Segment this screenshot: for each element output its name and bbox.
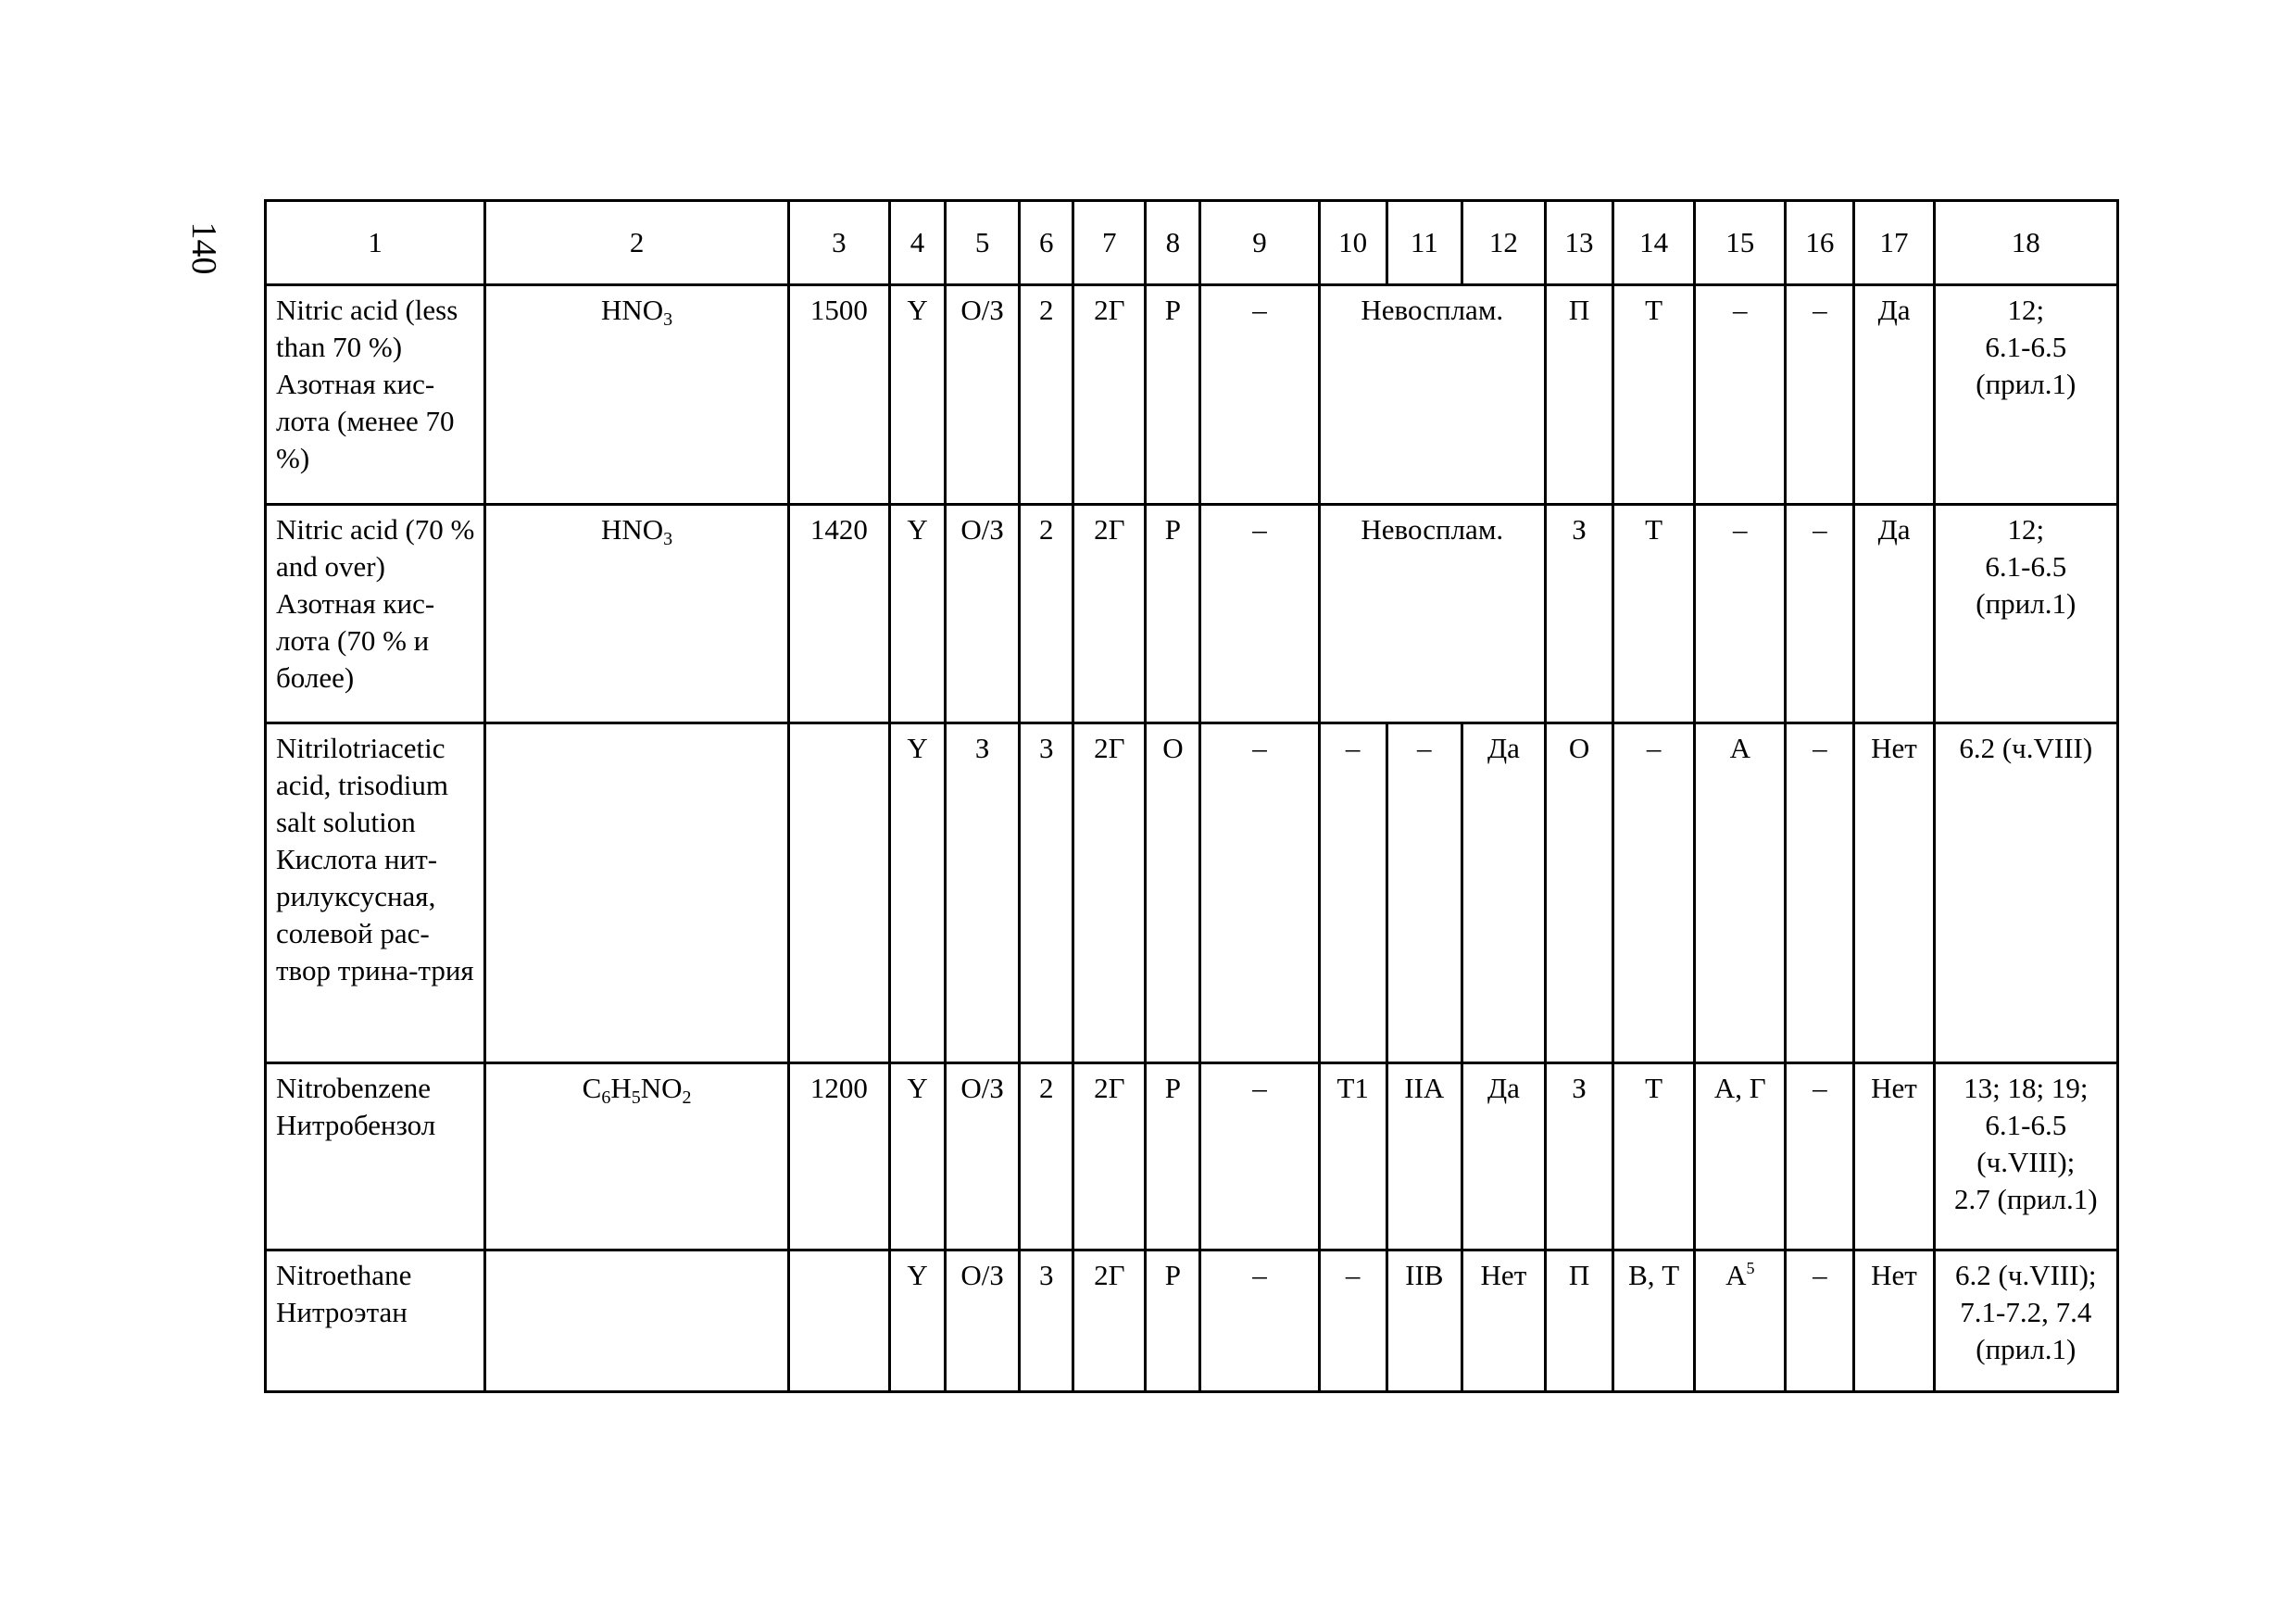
cell-c18: 12; 6.1-6.5 (прил.1) (1934, 505, 2117, 723)
cell-c6: 2 (1020, 285, 1073, 505)
cell-c10: T1 (1319, 1063, 1386, 1250)
cell-c3: 1200 (788, 1063, 889, 1250)
cell-c14: Т (1613, 285, 1695, 505)
cell-c10: – (1319, 723, 1386, 1063)
table-row (266, 723, 2118, 1063)
header-cell: 11 (1386, 201, 1462, 285)
formula-part: HNO (601, 294, 664, 326)
product-name-cell (266, 723, 485, 1063)
header-cell: 7 (1073, 201, 1146, 285)
cell-c15-value: – (1733, 294, 1748, 326)
formula-part: C (582, 1072, 602, 1104)
cell-c14: Т (1613, 1063, 1695, 1250)
cell-c9: – (1200, 1063, 1319, 1250)
cell-c5: О/З (946, 285, 1020, 505)
cell-c4: Y (889, 1063, 945, 1250)
table-row (266, 1250, 2118, 1392)
header-cell: 4 (889, 201, 945, 285)
formula-part: H (610, 1072, 632, 1104)
product-name-cell (266, 505, 485, 723)
cell-c9: – (1200, 1250, 1319, 1392)
cell-c15-value: А, Г (1713, 1072, 1766, 1104)
cell-c13: З (1545, 1063, 1612, 1250)
header-cell: 10 (1319, 201, 1386, 285)
cell-c17: Нет (1854, 723, 1934, 1063)
header-cell: 6 (1020, 201, 1073, 285)
product-name-cell (266, 285, 485, 505)
formula-subscript: 3 (663, 309, 673, 330)
cell-c16: – (1786, 505, 1854, 723)
cell-c8: Р (1146, 505, 1200, 723)
cell-c15-value: А (1725, 1259, 1747, 1291)
product-name-ru: Азотная кис-лота (70 % и более) (276, 587, 435, 694)
cell-c15 (1695, 285, 1786, 505)
cell-c6: 3 (1020, 1250, 1073, 1392)
product-name-en: Nitrilotriacetic acid, trisodium salt solution (276, 732, 448, 838)
formula-subscript: 2 (682, 1087, 692, 1108)
cell-c6: 2 (1020, 1063, 1073, 1250)
cell-c16: – (1786, 285, 1854, 505)
cell-c3 (788, 723, 889, 1063)
header-cell: 8 (1146, 201, 1200, 285)
header-cell: 15 (1695, 201, 1786, 285)
cell-c4: Y (889, 505, 945, 723)
cell-c16: – (1786, 723, 1854, 1063)
cell-c14: Т (1613, 505, 1695, 723)
cell-c5: О/З (946, 505, 1020, 723)
cell-c16: – (1786, 1250, 1854, 1392)
cell-c18: 6.2 (ч.VIII); 7.1-7.2, 7.4 (прил.1) (1934, 1250, 2117, 1392)
product-name-en: Nitroethane (276, 1259, 412, 1291)
cell-c4: Y (889, 285, 945, 505)
cell-c10: – (1319, 1250, 1386, 1392)
cell-c8: О (1146, 723, 1200, 1063)
cell-c17: Нет (1854, 1250, 1934, 1392)
product-name-ru: Кислота нит-рилуксусная, солевой рас-твор трина-трия (276, 843, 474, 986)
formula-subscript: 6 (601, 1087, 611, 1108)
cell-c15-value: А (1729, 732, 1750, 764)
cell-c13: П (1545, 1250, 1612, 1392)
product-name-cell (266, 1063, 485, 1250)
cell-c3: 1420 (788, 505, 889, 723)
cell-c6: 3 (1020, 723, 1073, 1063)
formula-cell (485, 505, 788, 723)
cell-c7: 2Г (1073, 285, 1146, 505)
header-cell: 3 (788, 201, 889, 285)
header-row (266, 201, 2118, 285)
header-cell: 2 (485, 201, 788, 285)
footnote-mark: 5 (1746, 1259, 1755, 1277)
header-cell: 1 (266, 201, 485, 285)
product-name-en: Nitrobenzene (276, 1072, 431, 1104)
cell-c9: – (1200, 285, 1319, 505)
cell-c15 (1695, 723, 1786, 1063)
cell-c5: О/З (946, 1063, 1020, 1250)
cargo-table (264, 199, 2119, 1393)
formula-cell (485, 285, 788, 505)
cell-c15 (1695, 1250, 1786, 1392)
cell-c17: Да (1854, 505, 1934, 723)
formula-part: HNO (601, 513, 664, 546)
product-name-en: Nitric acid (70 % and over) (276, 513, 475, 583)
cell-c4: Y (889, 723, 945, 1063)
cell-c9: – (1200, 505, 1319, 723)
cell-c16: – (1786, 1063, 1854, 1250)
header-cell: 14 (1613, 201, 1695, 285)
cell-c18: 13; 18; 19; 6.1-6.5 (ч.VIII); 2.7 (прил.1) (1934, 1063, 2117, 1250)
table-row (266, 285, 2118, 505)
cell-c13: З (1545, 505, 1612, 723)
formula-part: NO (640, 1072, 683, 1104)
cell-c6: 2 (1020, 505, 1073, 723)
cell-c14: В, Т (1613, 1250, 1695, 1392)
table-row (266, 1063, 2118, 1250)
cell-flammability-merged: Невосплам. (1319, 505, 1545, 723)
cell-c7: 2Г (1073, 1063, 1146, 1250)
product-name-ru: Нитроэтан (276, 1296, 408, 1328)
cell-c8: Р (1146, 1250, 1200, 1392)
product-name-en: Nitric acid (less than 70 %) (276, 294, 458, 363)
header-cell: 12 (1462, 201, 1545, 285)
page-number: 140 (184, 221, 223, 275)
product-name-ru: Нитробензол (276, 1109, 436, 1141)
table-body (266, 285, 2118, 1392)
cell-c12: Нет (1462, 1250, 1545, 1392)
cell-c7: 2Г (1073, 1250, 1146, 1392)
cell-c18: 6.2 (ч.VIII) (1934, 723, 2117, 1063)
cell-flammability-merged: Невосплам. (1319, 285, 1545, 505)
cell-c12: Да (1462, 723, 1545, 1063)
cell-c7: 2Г (1073, 505, 1146, 723)
cell-c8: Р (1146, 1063, 1200, 1250)
cell-c3 (788, 1250, 889, 1392)
header-cell: 16 (1786, 201, 1854, 285)
cell-c15 (1695, 1063, 1786, 1250)
cell-c7: 2Г (1073, 723, 1146, 1063)
cell-c14: – (1613, 723, 1695, 1063)
cell-c11: – (1386, 723, 1462, 1063)
cell-c15-value: – (1733, 513, 1748, 546)
header-cell: 18 (1934, 201, 2117, 285)
cell-c17: Нет (1854, 1063, 1934, 1250)
cell-c9: – (1200, 723, 1319, 1063)
cell-c5: О/З (946, 1250, 1020, 1392)
cell-c15 (1695, 505, 1786, 723)
formula-cell (485, 1063, 788, 1250)
formula-cell (485, 723, 788, 1063)
formula-cell (485, 1250, 788, 1392)
cell-c4: Y (889, 1250, 945, 1392)
formula-subscript: 5 (631, 1087, 641, 1108)
cell-c18: 12; 6.1-6.5 (прил.1) (1934, 285, 2117, 505)
cell-c13: П (1545, 285, 1612, 505)
cell-c17: Да (1854, 285, 1934, 505)
cell-c8: Р (1146, 285, 1200, 505)
product-name-ru: Азотная кис-лота (менее 70 %) (276, 368, 455, 474)
cell-c11: IIA (1386, 1063, 1462, 1250)
table-row (266, 505, 2118, 723)
cell-c3: 1500 (788, 285, 889, 505)
header-cell: 5 (946, 201, 1020, 285)
header-cell: 13 (1545, 201, 1612, 285)
cell-c13: О (1545, 723, 1612, 1063)
cell-c12: Да (1462, 1063, 1545, 1250)
product-name-cell (266, 1250, 485, 1392)
cell-c5: З (946, 723, 1020, 1063)
formula-subscript: 3 (663, 529, 673, 549)
cell-c11: IIB (1386, 1250, 1462, 1392)
header-cell: 17 (1854, 201, 1934, 285)
header-cell: 9 (1200, 201, 1319, 285)
